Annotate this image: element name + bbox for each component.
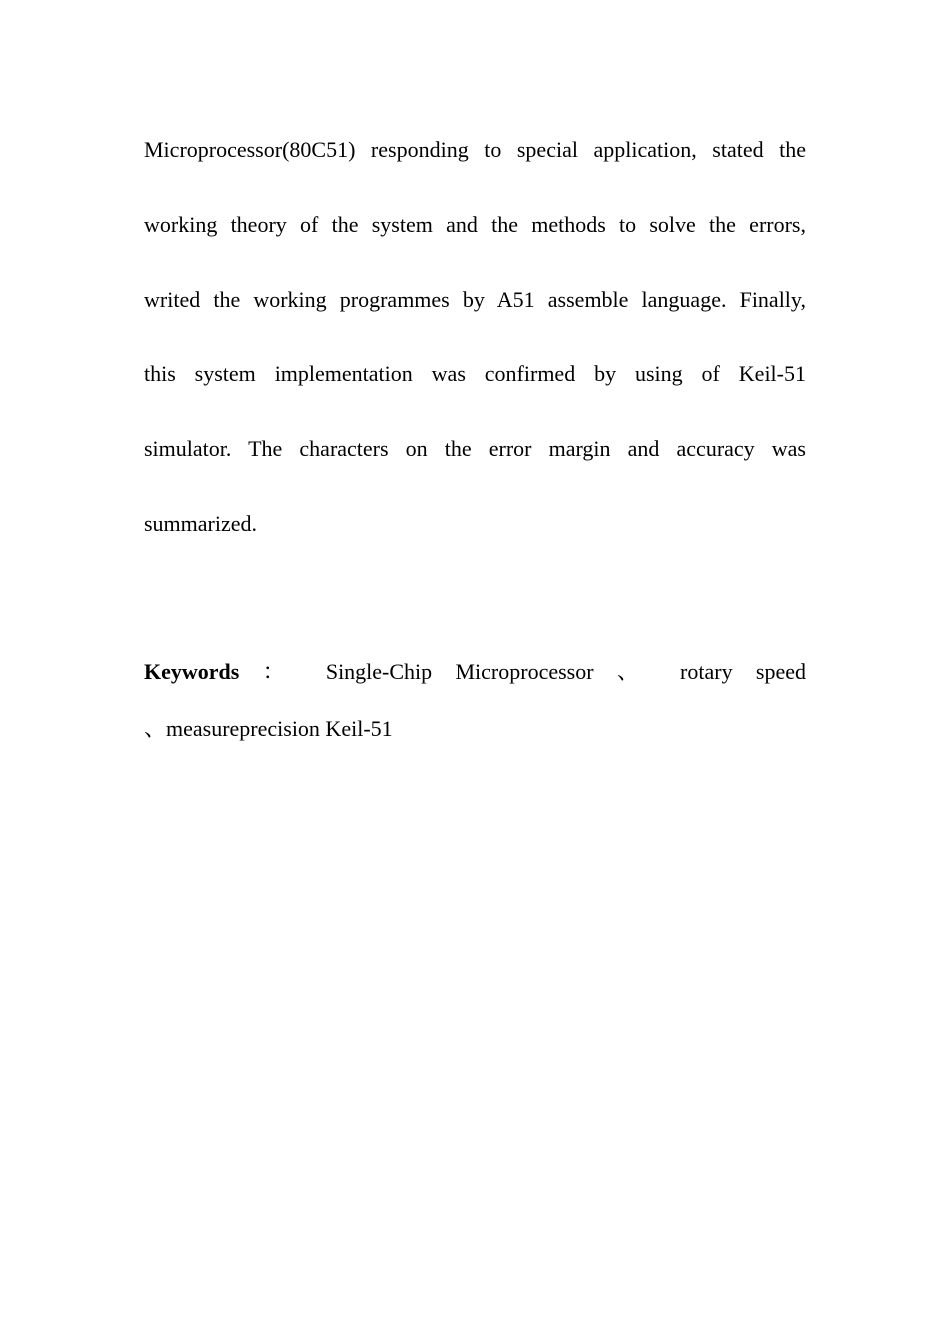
keywords-line-2: 、measureprecision Keil-51 bbox=[144, 716, 393, 741]
keywords-line-1 bbox=[144, 659, 806, 685]
abstract-line-6: summarized. bbox=[144, 511, 258, 536]
abstract-line-1: Microprocessor(80C51) responding to special application, stated the bbox=[144, 137, 806, 162]
abstract-line-5: simulator. The characters on the error margin and accuracy was bbox=[144, 436, 806, 461]
keywords-terms-1: Single-Chip Microprocessor 、 rotary speed bbox=[325, 659, 806, 684]
keywords-label: Keywords bbox=[144, 659, 240, 684]
abstract-line-2: working theory of the system and the methods to solve the errors, bbox=[144, 212, 806, 237]
abstract-line-3: writed the working programmes by A51 assemble language. Finally, bbox=[144, 287, 806, 312]
abstract-line-4: this system implementation was confirmed by using of Keil-51 bbox=[144, 361, 806, 386]
keywords-separator: ： bbox=[262, 659, 303, 684]
